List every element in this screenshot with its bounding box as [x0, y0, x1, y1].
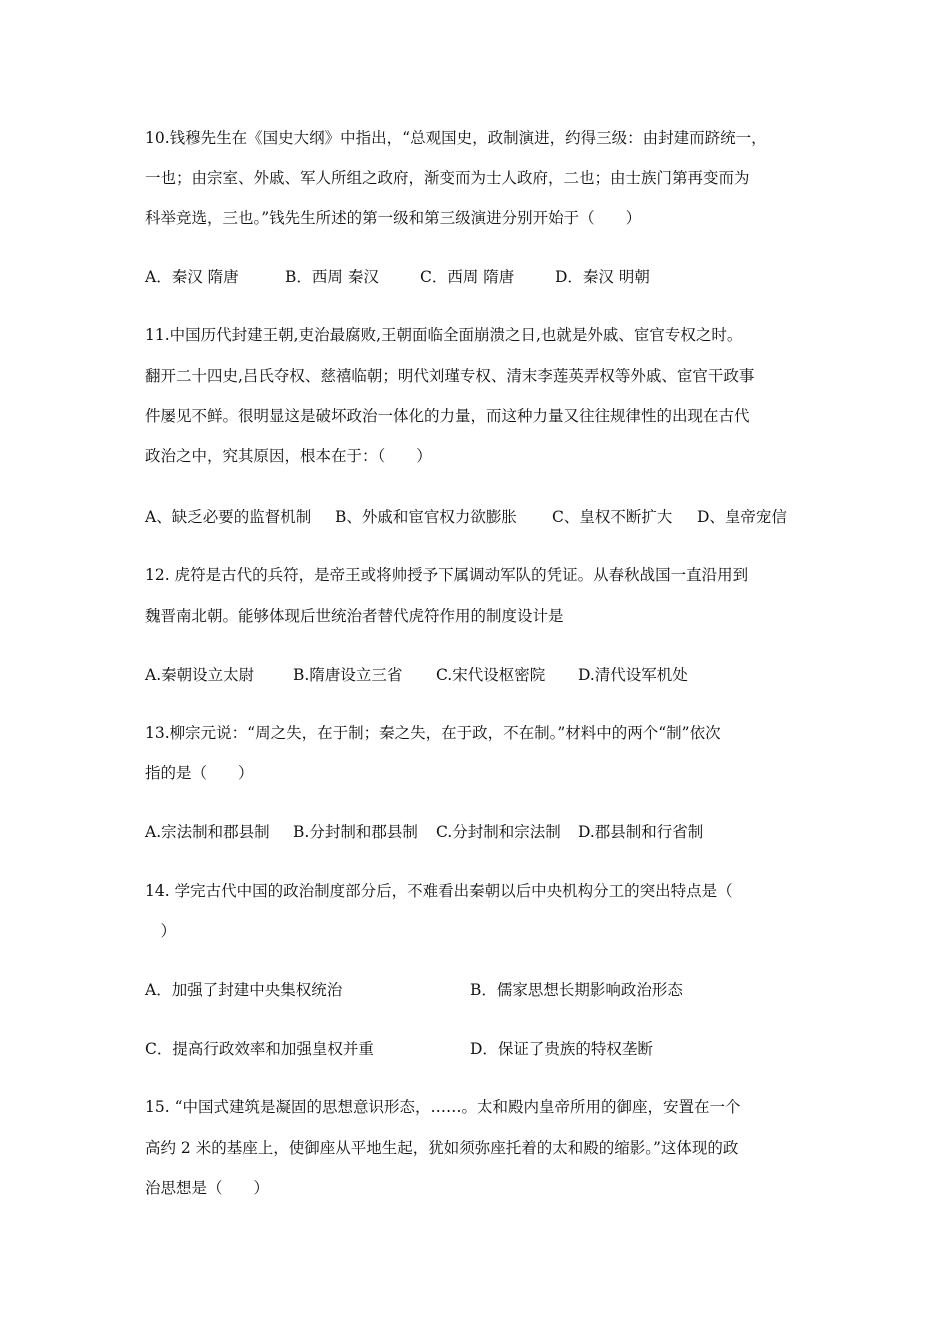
- q11-option-d: D、皇帝宠信: [697, 508, 787, 526]
- q12-line-2: 魏晋南北朝。能够体现后世统治者替代虎符作用的制度设计是: [145, 607, 564, 625]
- q14-option-d: D．保证了贵族的特权垄断: [470, 1040, 653, 1058]
- q11-line-1: 11.中国历代封建王朝,吏治最腐败,王朝面临全面崩溃之日,也就是外戚、宦官专权之时。: [145, 326, 743, 344]
- q10-line-2: 一也；由宗室、外戚、军人所组之政府，渐变而为士人政府，二也；由士族门第再变而为: [145, 169, 750, 187]
- q10-line-1: 10.钱穆先生在《国史大纲》中指出，“总观国史，政制演进，约得三级：由封建而跻统一，: [145, 129, 767, 147]
- q12-option-b: B.隋唐设立三省: [293, 666, 403, 684]
- q14-line-2: ）: [145, 922, 177, 940]
- q12-option-d: D.清代设军机处: [578, 666, 688, 684]
- q10-line-3: 科举竞选，三也。”钱先生所述的第一级和第三级演进分别开始于（ ）: [145, 209, 642, 227]
- q15-line-1: 15. “中国式建筑是凝固的思想意识形态，……。太和殿内皇帝所用的御座，安置在一个: [145, 1098, 741, 1116]
- q13-option-a: A.宗法制和郡县制: [145, 823, 270, 841]
- q14-line-1: 14. 学完古代中国的政治制度部分后，不难看出秦朝以后中央机构分工的突出特点是（: [145, 882, 733, 900]
- q10-option-c: C．西周 隋唐: [420, 268, 515, 286]
- q10-option-a: A．秦汉 隋唐: [145, 268, 239, 286]
- q15-line-3: 治思想是（ ）: [145, 1179, 270, 1197]
- q11-option-b: B、外戚和宦官权力欲膨胀: [335, 508, 517, 526]
- q10-option-b: B．西周 秦汉: [285, 268, 379, 286]
- q12-line-1: 12. 虎符是古代的兵符，是帝王或将帅授予下属调动军队的凭证。从春秋战国一直沿用到: [145, 566, 749, 584]
- q13-option-b: B.分封制和郡县制: [293, 823, 418, 841]
- q13-line-2: 指的是（ ）: [145, 764, 254, 782]
- q13-option-d: D.郡县制和行省制: [578, 823, 704, 841]
- q13-option-c: C.分封制和宗法制: [436, 823, 561, 841]
- q14-option-a: A．加强了封建中央集权统治: [145, 981, 343, 999]
- q11-line-4: 政治之中，究其原因，根本在于：（ ）: [145, 447, 432, 465]
- q11-option-a: A、缺乏必要的监督机制: [145, 508, 312, 526]
- q15-line-2: 高约 2 米的基座上，使御座从平地生起，犹如须弥座托着的太和殿的缩影。”这体现的政: [145, 1139, 739, 1157]
- q10-option-d: D．秦汉 明朝: [555, 268, 650, 286]
- q11-option-c: C、皇权不断扩大: [552, 508, 673, 526]
- q14-option-b: B．儒家思想长期影响政治形态: [470, 981, 683, 999]
- q12-option-c: C.宋代设枢密院: [436, 666, 546, 684]
- q13-line-1: 13.柳宗元说：“周之失，在于制；秦之失，在于政，不在制。”材料中的两个“制”依次: [145, 724, 721, 742]
- q14-option-c: C．提高行政效率和加强皇权并重: [145, 1040, 374, 1058]
- q12-option-a: A.秦朝设立太尉: [145, 666, 255, 684]
- q11-line-2: 翻开二十四史,吕氏夺权、慈禧临朝；明代刘瑾专权、清末李莲英弄权等外戚、宦官干政事: [145, 367, 755, 385]
- q11-line-3: 件屡见不鲜。很明显这是破坏政治一体化的力量，而这种力量又往往规律性的出现在古代: [145, 407, 750, 425]
